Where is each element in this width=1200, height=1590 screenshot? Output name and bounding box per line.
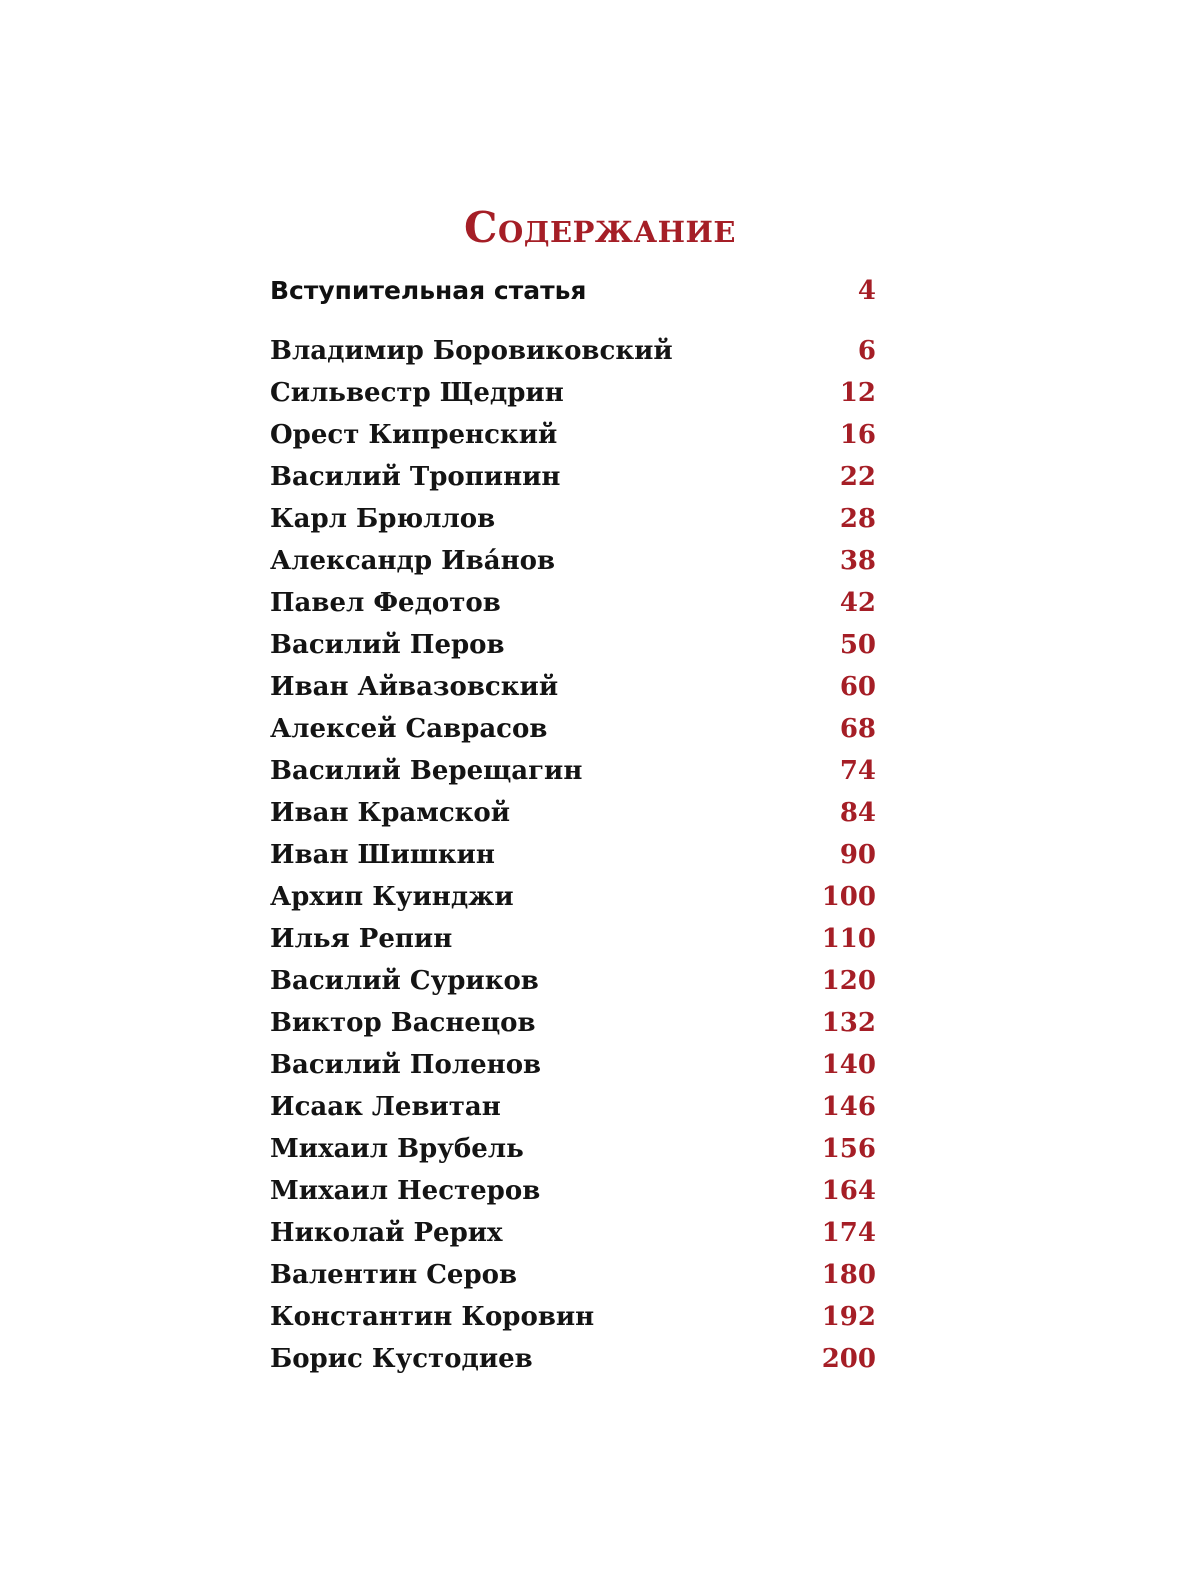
toc-entry[interactable]	[270, 1128, 876, 1170]
toc-entry-page: 42	[839, 588, 876, 618]
toc-entry-page: 12	[839, 378, 876, 408]
toc-entry-title: Иван Крамской	[270, 798, 511, 828]
toc-entry-page: 156	[821, 1134, 876, 1164]
toc-entry-page: 100	[821, 882, 876, 912]
toc-entry-page: 4	[857, 276, 876, 306]
toc-entry-page: 110	[821, 924, 876, 954]
table-of-contents	[270, 270, 876, 1380]
toc-entry[interactable]	[270, 624, 876, 666]
toc-entry[interactable]	[270, 666, 876, 708]
toc-entry-page: 200	[821, 1344, 876, 1374]
toc-entry-page: 74	[839, 756, 876, 786]
toc-entry[interactable]	[270, 960, 876, 1002]
toc-entry-title: Валентин Серов	[270, 1260, 518, 1290]
toc-entry-page: 6	[857, 336, 876, 366]
toc-entry-title: Константин Коровин	[270, 1302, 595, 1332]
toc-entry-title: Илья Репин	[270, 924, 453, 954]
toc-entry-page: 60	[839, 672, 876, 702]
toc-entry[interactable]	[270, 1254, 876, 1296]
toc-entry-page: 174	[821, 1218, 876, 1248]
toc-entry[interactable]	[270, 1002, 876, 1044]
toc-entry-title: Исаак Левитан	[270, 1092, 501, 1122]
toc-entry-title: Василий Поленов	[270, 1050, 542, 1080]
toc-entry-title: Иван Шишкин	[270, 840, 495, 870]
toc-entry-page: 180	[821, 1260, 876, 1290]
page-title: Содержание	[464, 203, 736, 253]
toc-entry-page: 132	[821, 1008, 876, 1038]
toc-entry-page: 68	[839, 714, 876, 744]
toc-entry-title: Орест Кипренский	[270, 420, 558, 450]
toc-entry-page: 38	[839, 546, 876, 576]
toc-entry[interactable]	[270, 834, 876, 876]
toc-entry[interactable]	[270, 456, 876, 498]
toc-entry-page: 192	[821, 1302, 876, 1332]
toc-entry-page: 146	[821, 1092, 876, 1122]
toc-entry-title: Михаил Нестеров	[270, 1176, 541, 1206]
toc-entry-page: 22	[839, 462, 876, 492]
toc-entry-page: 28	[839, 504, 876, 534]
toc-entry-title: Вступительная статья	[270, 276, 587, 305]
toc-entry-title: Василий Тропинин	[270, 462, 561, 492]
toc-entry-title: Иван Айвазовский	[270, 672, 559, 702]
toc-entry[interactable]	[270, 540, 876, 582]
toc-entry-title: Борис Кустодиев	[270, 1344, 533, 1374]
toc-entry-page: 50	[839, 630, 876, 660]
toc-entry[interactable]	[270, 414, 876, 456]
toc-entry[interactable]	[270, 876, 876, 918]
toc-entry-title: Василий Перов	[270, 630, 505, 660]
toc-entry-title: Архип Куинджи	[270, 882, 514, 912]
toc-entry[interactable]	[270, 582, 876, 624]
toc-entry-intro[interactable]	[270, 270, 876, 312]
toc-entry-title: Василий Суриков	[270, 966, 539, 996]
toc-entry[interactable]	[270, 918, 876, 960]
toc-entry-title: Виктор Васнецов	[270, 1008, 536, 1038]
toc-entry-page: 90	[839, 840, 876, 870]
toc-entry-title: Владимир Боровиковский	[270, 336, 673, 366]
toc-entry[interactable]	[270, 1086, 876, 1128]
toc-entry[interactable]	[270, 792, 876, 834]
toc-entry-title: Сильвестр Щедрин	[270, 378, 564, 408]
toc-entry[interactable]	[270, 750, 876, 792]
toc-entry-title: Павел Федотов	[270, 588, 501, 618]
toc-entry-page: 164	[821, 1176, 876, 1206]
toc-entry[interactable]	[270, 1212, 876, 1254]
toc-entry-title: Василий Верещагин	[270, 756, 583, 786]
toc-entry-page: 120	[821, 966, 876, 996]
toc-entry[interactable]	[270, 708, 876, 750]
toc-entry-title: Карл Брюллов	[270, 504, 496, 534]
toc-entry[interactable]	[270, 1296, 876, 1338]
toc-entry-title: Александр Ива́нов	[270, 546, 556, 576]
toc-entry[interactable]	[270, 372, 876, 414]
toc-entry[interactable]	[270, 1170, 876, 1212]
toc-entry-page: 16	[839, 420, 876, 450]
toc-entry[interactable]	[270, 1044, 876, 1086]
toc-entry[interactable]	[270, 330, 876, 372]
toc-entry[interactable]	[270, 498, 876, 540]
toc-entry[interactable]	[270, 1338, 876, 1380]
toc-entry-title: Алексей Саврасов	[270, 714, 548, 744]
toc-entry-page: 140	[821, 1050, 876, 1080]
toc-entry-page: 84	[839, 798, 876, 828]
toc-entry-title: Николай Рерих	[270, 1218, 503, 1248]
toc-entry-title: Михаил Врубель	[270, 1134, 524, 1164]
